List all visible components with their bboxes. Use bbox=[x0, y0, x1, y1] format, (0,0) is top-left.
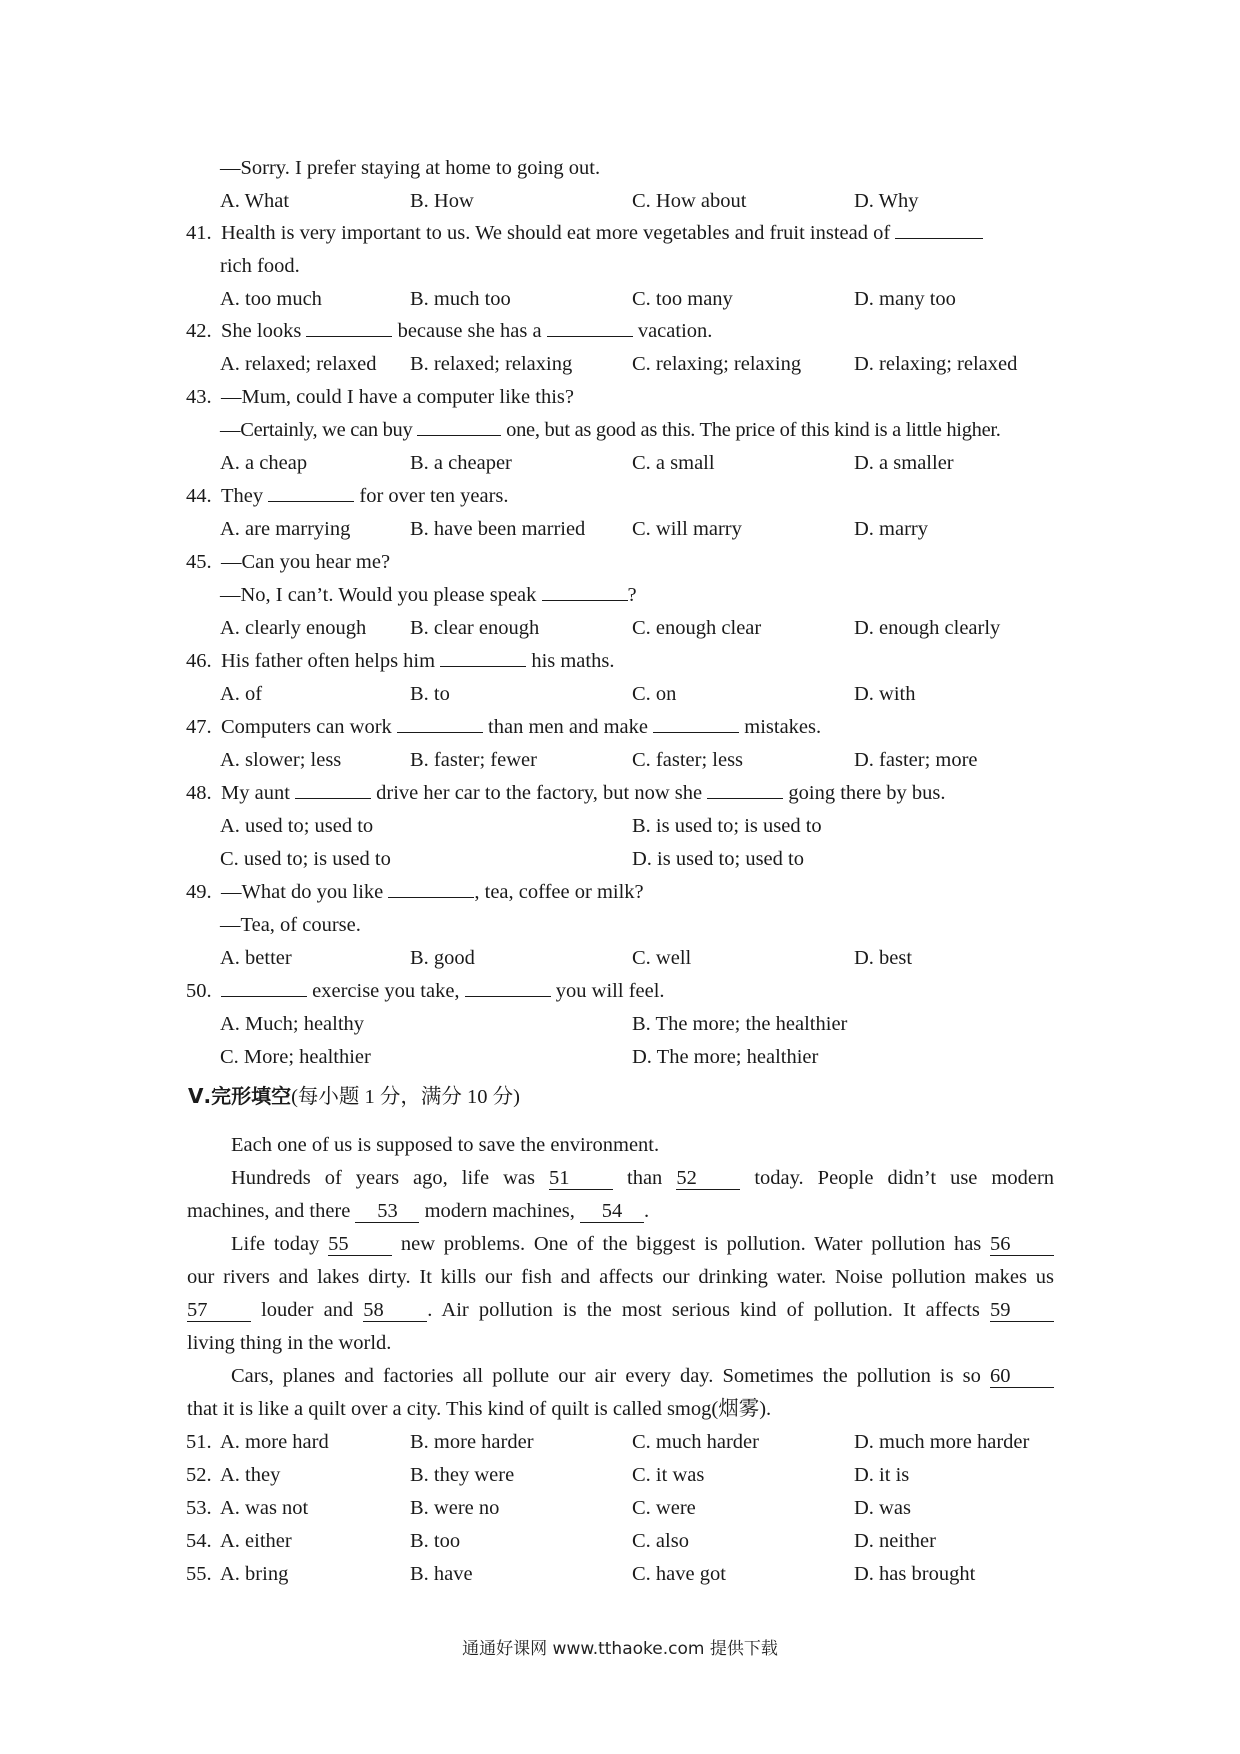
q49-blank bbox=[388, 880, 474, 898]
q48-option-b: B. is used to; is used to bbox=[632, 815, 822, 837]
q42-text-b: because she has a bbox=[397, 320, 542, 342]
q45-option-d: D. enough clearly bbox=[854, 617, 1001, 639]
q41-option-c: C. too many bbox=[632, 288, 733, 310]
blank-57: 57 bbox=[187, 1299, 251, 1322]
passage-text: . Air pollution is the most serious kind of pollution. It affects bbox=[427, 1299, 980, 1321]
q43-option-c: C. a small bbox=[632, 452, 715, 474]
blank-59: 59 bbox=[990, 1299, 1054, 1322]
q46-option-d: D. with bbox=[854, 683, 916, 705]
section-note: (每小题 1 分，满分 10 分) bbox=[291, 1086, 520, 1108]
passage-line-4 bbox=[231, 1231, 1054, 1257]
passage-text: new problems. One of the biggest is pollution. Water pollution has bbox=[400, 1233, 982, 1255]
q41-option-d: D. many too bbox=[854, 288, 956, 310]
q40-option-d: D. Why bbox=[854, 190, 919, 212]
q48-text-b: drive her car to the factory, but now she bbox=[376, 782, 703, 804]
q52-number: 52. bbox=[186, 1464, 212, 1486]
blank-60: 60 bbox=[990, 1365, 1054, 1388]
q48-option-a: A. used to; used to bbox=[220, 815, 374, 837]
passage-text: . bbox=[644, 1200, 650, 1222]
q42-blank-1 bbox=[306, 319, 392, 337]
passage-text: modern machines, bbox=[424, 1200, 575, 1222]
q45-line1: —Can you hear me? bbox=[221, 551, 391, 573]
passage-line-6 bbox=[187, 1297, 1054, 1323]
q51-number: 51. bbox=[186, 1431, 212, 1453]
q52-option-a: A. they bbox=[220, 1464, 281, 1486]
q50-blank-2 bbox=[465, 979, 551, 997]
passage-line-9: that it is like a quilt over a city. This kind of quilt is called smog(烟雾). bbox=[187, 1398, 772, 1420]
q48-blank-2 bbox=[707, 781, 783, 799]
passage-text: than bbox=[627, 1167, 663, 1189]
q44-number: 44. bbox=[186, 485, 212, 507]
q48-option-c: C. used to; is used to bbox=[220, 848, 391, 870]
q53-option-a: A. was not bbox=[220, 1497, 309, 1519]
q47-option-a: A. slower; less bbox=[220, 749, 342, 771]
q49-option-d: D. best bbox=[854, 947, 913, 969]
q55-number: 55. bbox=[186, 1563, 212, 1585]
q49-text-b: , tea, coffee or milk? bbox=[474, 881, 644, 903]
q53-number: 53. bbox=[186, 1497, 212, 1519]
q49-text-a: —What do you like bbox=[221, 881, 384, 903]
q43-line2 bbox=[220, 417, 1001, 443]
q48-text-a: My aunt bbox=[221, 782, 290, 804]
q49-line1 bbox=[221, 879, 644, 905]
passage-text: Life today bbox=[231, 1233, 320, 1255]
q45-text-a: —No, I can’t. Would you please speak bbox=[220, 584, 537, 606]
q50-blank-1 bbox=[221, 979, 307, 997]
q43-option-d: D. a smaller bbox=[854, 452, 954, 474]
q40-option-a: A. What bbox=[220, 190, 290, 212]
q47-option-c: C. faster; less bbox=[632, 749, 744, 771]
blank-51: 51 bbox=[549, 1167, 613, 1190]
q44-option-c: C. will marry bbox=[632, 518, 742, 540]
q43-text-b: one, but as good as this. The price of this kind is a little higher. bbox=[506, 419, 1001, 441]
q48-option-d: D. is used to; used to bbox=[632, 848, 804, 870]
q41-option-b: B. much too bbox=[410, 288, 511, 310]
q42-blank-2 bbox=[547, 319, 633, 337]
q43-line1: —Mum, could I have a computer like this? bbox=[221, 386, 574, 408]
q42-option-d: D. relaxing; relaxed bbox=[854, 353, 1018, 375]
q47-text-b: than men and make bbox=[488, 716, 649, 738]
q50-text-b: exercise you take, bbox=[312, 980, 460, 1002]
q46-blank bbox=[440, 649, 526, 667]
q49-option-b: B. good bbox=[410, 947, 475, 969]
q43-option-b: B. a cheaper bbox=[410, 452, 512, 474]
q50-text-c: you will feel. bbox=[555, 980, 665, 1002]
q46-option-a: A. of bbox=[220, 683, 263, 705]
section-heading bbox=[188, 1083, 520, 1110]
q44-stem bbox=[221, 483, 509, 509]
q46-text-a: His father often helps him bbox=[221, 650, 436, 672]
q40-reply: —Sorry. I prefer staying at home to going out. bbox=[220, 157, 601, 179]
q42-text-c: vacation. bbox=[637, 320, 713, 342]
q41-stem-text: Health is very important to us. We should eat more vegetables and fruit instead of bbox=[221, 222, 891, 244]
q40-option-b: B. How bbox=[410, 190, 474, 212]
q45-option-c: C. enough clear bbox=[632, 617, 762, 639]
q43-blank bbox=[417, 418, 501, 436]
q44-option-d: D. marry bbox=[854, 518, 929, 540]
blank-56: 56 bbox=[990, 1233, 1054, 1256]
q42-option-a: A. relaxed; relaxed bbox=[220, 353, 377, 375]
q45-option-b: B. clear enough bbox=[410, 617, 540, 639]
section-title: Ⅴ.完形填空 bbox=[188, 1084, 292, 1108]
passage-text: louder and bbox=[261, 1299, 354, 1321]
q46-stem bbox=[221, 648, 614, 674]
q55-option-a: A. bring bbox=[220, 1563, 289, 1585]
q52-option-d: D. it is bbox=[854, 1464, 910, 1486]
q53-option-d: D. was bbox=[854, 1497, 911, 1519]
q54-number: 54. bbox=[186, 1530, 212, 1552]
passage-line-1: Each one of us is supposed to save the environment. bbox=[231, 1134, 660, 1156]
blank-58: 58 bbox=[363, 1299, 427, 1322]
q55-option-b: B. have bbox=[410, 1563, 473, 1585]
q49-option-c: C. well bbox=[632, 947, 692, 969]
q50-option-c: C. More; healthier bbox=[220, 1046, 371, 1068]
q47-text-a: Computers can work bbox=[221, 716, 392, 738]
q45-blank bbox=[542, 583, 628, 601]
passage-line-7: living thing in the world. bbox=[187, 1332, 392, 1354]
q42-option-c: C. relaxing; relaxing bbox=[632, 353, 802, 375]
q50-stem bbox=[221, 978, 665, 1004]
q50-option-d: D. The more; healthier bbox=[632, 1046, 819, 1068]
q45-text-b: ? bbox=[627, 584, 637, 606]
blank-53: 53 bbox=[355, 1200, 419, 1223]
blank-54: 54 bbox=[580, 1200, 644, 1223]
blank-55: 55 bbox=[328, 1233, 392, 1256]
passage-text: Cars, planes and factories all pollute our air every day. Sometimes the pollution is so bbox=[231, 1365, 981, 1387]
q49-line2: —Tea, of course. bbox=[220, 914, 361, 936]
q46-number: 46. bbox=[186, 650, 212, 672]
q51-option-c: C. much harder bbox=[632, 1431, 759, 1453]
q47-blank-1 bbox=[397, 715, 483, 733]
q55-option-c: C. have got bbox=[632, 1563, 726, 1585]
passage-line-5: our rivers and lakes dirty. It kills our fish and affects our drinking water. Noise pollution makes us bbox=[187, 1266, 1054, 1288]
q52-option-c: C. it was bbox=[632, 1464, 705, 1486]
passage-line-8 bbox=[231, 1363, 1054, 1389]
blank-52: 52 bbox=[676, 1167, 740, 1190]
q42-option-b: B. relaxed; relaxing bbox=[410, 353, 573, 375]
q45-line2 bbox=[220, 582, 637, 608]
q50-option-b: B. The more; the healthier bbox=[632, 1013, 848, 1035]
q54-option-d: D. neither bbox=[854, 1530, 936, 1552]
q51-option-d: D. much more harder bbox=[854, 1431, 1030, 1453]
q44-option-a: A. are marrying bbox=[220, 518, 351, 540]
passage-text: today. People didn’t use modern bbox=[754, 1167, 1055, 1189]
q41-stem bbox=[221, 220, 983, 246]
q48-blank-1 bbox=[295, 781, 371, 799]
q47-option-b: B. faster; fewer bbox=[410, 749, 537, 771]
q54-option-c: C. also bbox=[632, 1530, 689, 1552]
passage-line-2 bbox=[231, 1165, 1054, 1191]
q54-option-a: A. either bbox=[220, 1530, 292, 1552]
q41-number: 41. bbox=[186, 222, 212, 244]
q52-option-b: B. they were bbox=[410, 1464, 515, 1486]
q43-option-a: A. a cheap bbox=[220, 452, 308, 474]
q45-number: 45. bbox=[186, 551, 212, 573]
q41-option-a: A. too much bbox=[220, 288, 322, 310]
q51-option-a: A. more hard bbox=[220, 1431, 329, 1453]
q54-option-b: B. too bbox=[410, 1530, 461, 1552]
q42-text-a: She looks bbox=[221, 320, 302, 342]
q47-text-c: mistakes. bbox=[744, 716, 822, 738]
q49-number: 49. bbox=[186, 881, 212, 903]
q47-option-d: D. faster; more bbox=[854, 749, 978, 771]
q48-stem bbox=[221, 780, 946, 806]
passage-text: machines, and there bbox=[187, 1200, 351, 1222]
q45-option-a: A. clearly enough bbox=[220, 617, 367, 639]
q43-text-a: —Certainly, we can buy bbox=[220, 419, 413, 441]
q41-stem-cont: rich food. bbox=[220, 255, 300, 277]
q51-option-b: B. more harder bbox=[410, 1431, 534, 1453]
q48-number: 48. bbox=[186, 782, 212, 804]
passage-line-3 bbox=[187, 1198, 649, 1224]
q50-option-a: A. Much; healthy bbox=[220, 1013, 365, 1035]
q55-option-d: D. has brought bbox=[854, 1563, 976, 1585]
q47-blank-2 bbox=[653, 715, 739, 733]
q44-blank bbox=[268, 484, 354, 502]
q42-number: 42. bbox=[186, 320, 212, 342]
q46-option-b: B. to bbox=[410, 683, 450, 705]
q41-blank bbox=[895, 221, 983, 239]
q50-number: 50. bbox=[186, 980, 212, 1002]
q44-option-b: B. have been married bbox=[410, 518, 586, 540]
q42-stem bbox=[221, 318, 712, 344]
q46-text-b: his maths. bbox=[531, 650, 615, 672]
q44-text-b: for over ten years. bbox=[359, 485, 509, 507]
q40-option-c: C. How about bbox=[632, 190, 747, 212]
passage-text: Hundreds of years ago, life was bbox=[231, 1167, 535, 1189]
q46-option-c: C. on bbox=[632, 683, 677, 705]
q48-text-c: going there by bus. bbox=[788, 782, 946, 804]
q47-stem bbox=[221, 714, 821, 740]
q49-option-a: A. better bbox=[220, 947, 292, 969]
q43-number: 43. bbox=[186, 386, 212, 408]
q53-option-b: B. were no bbox=[410, 1497, 500, 1519]
q53-option-c: C. were bbox=[632, 1497, 696, 1519]
q47-number: 47. bbox=[186, 716, 212, 738]
q44-text-a: They bbox=[221, 485, 264, 507]
page-footer: 通通好课网 www.tthaoke.com 提供下载 bbox=[462, 1639, 778, 1659]
